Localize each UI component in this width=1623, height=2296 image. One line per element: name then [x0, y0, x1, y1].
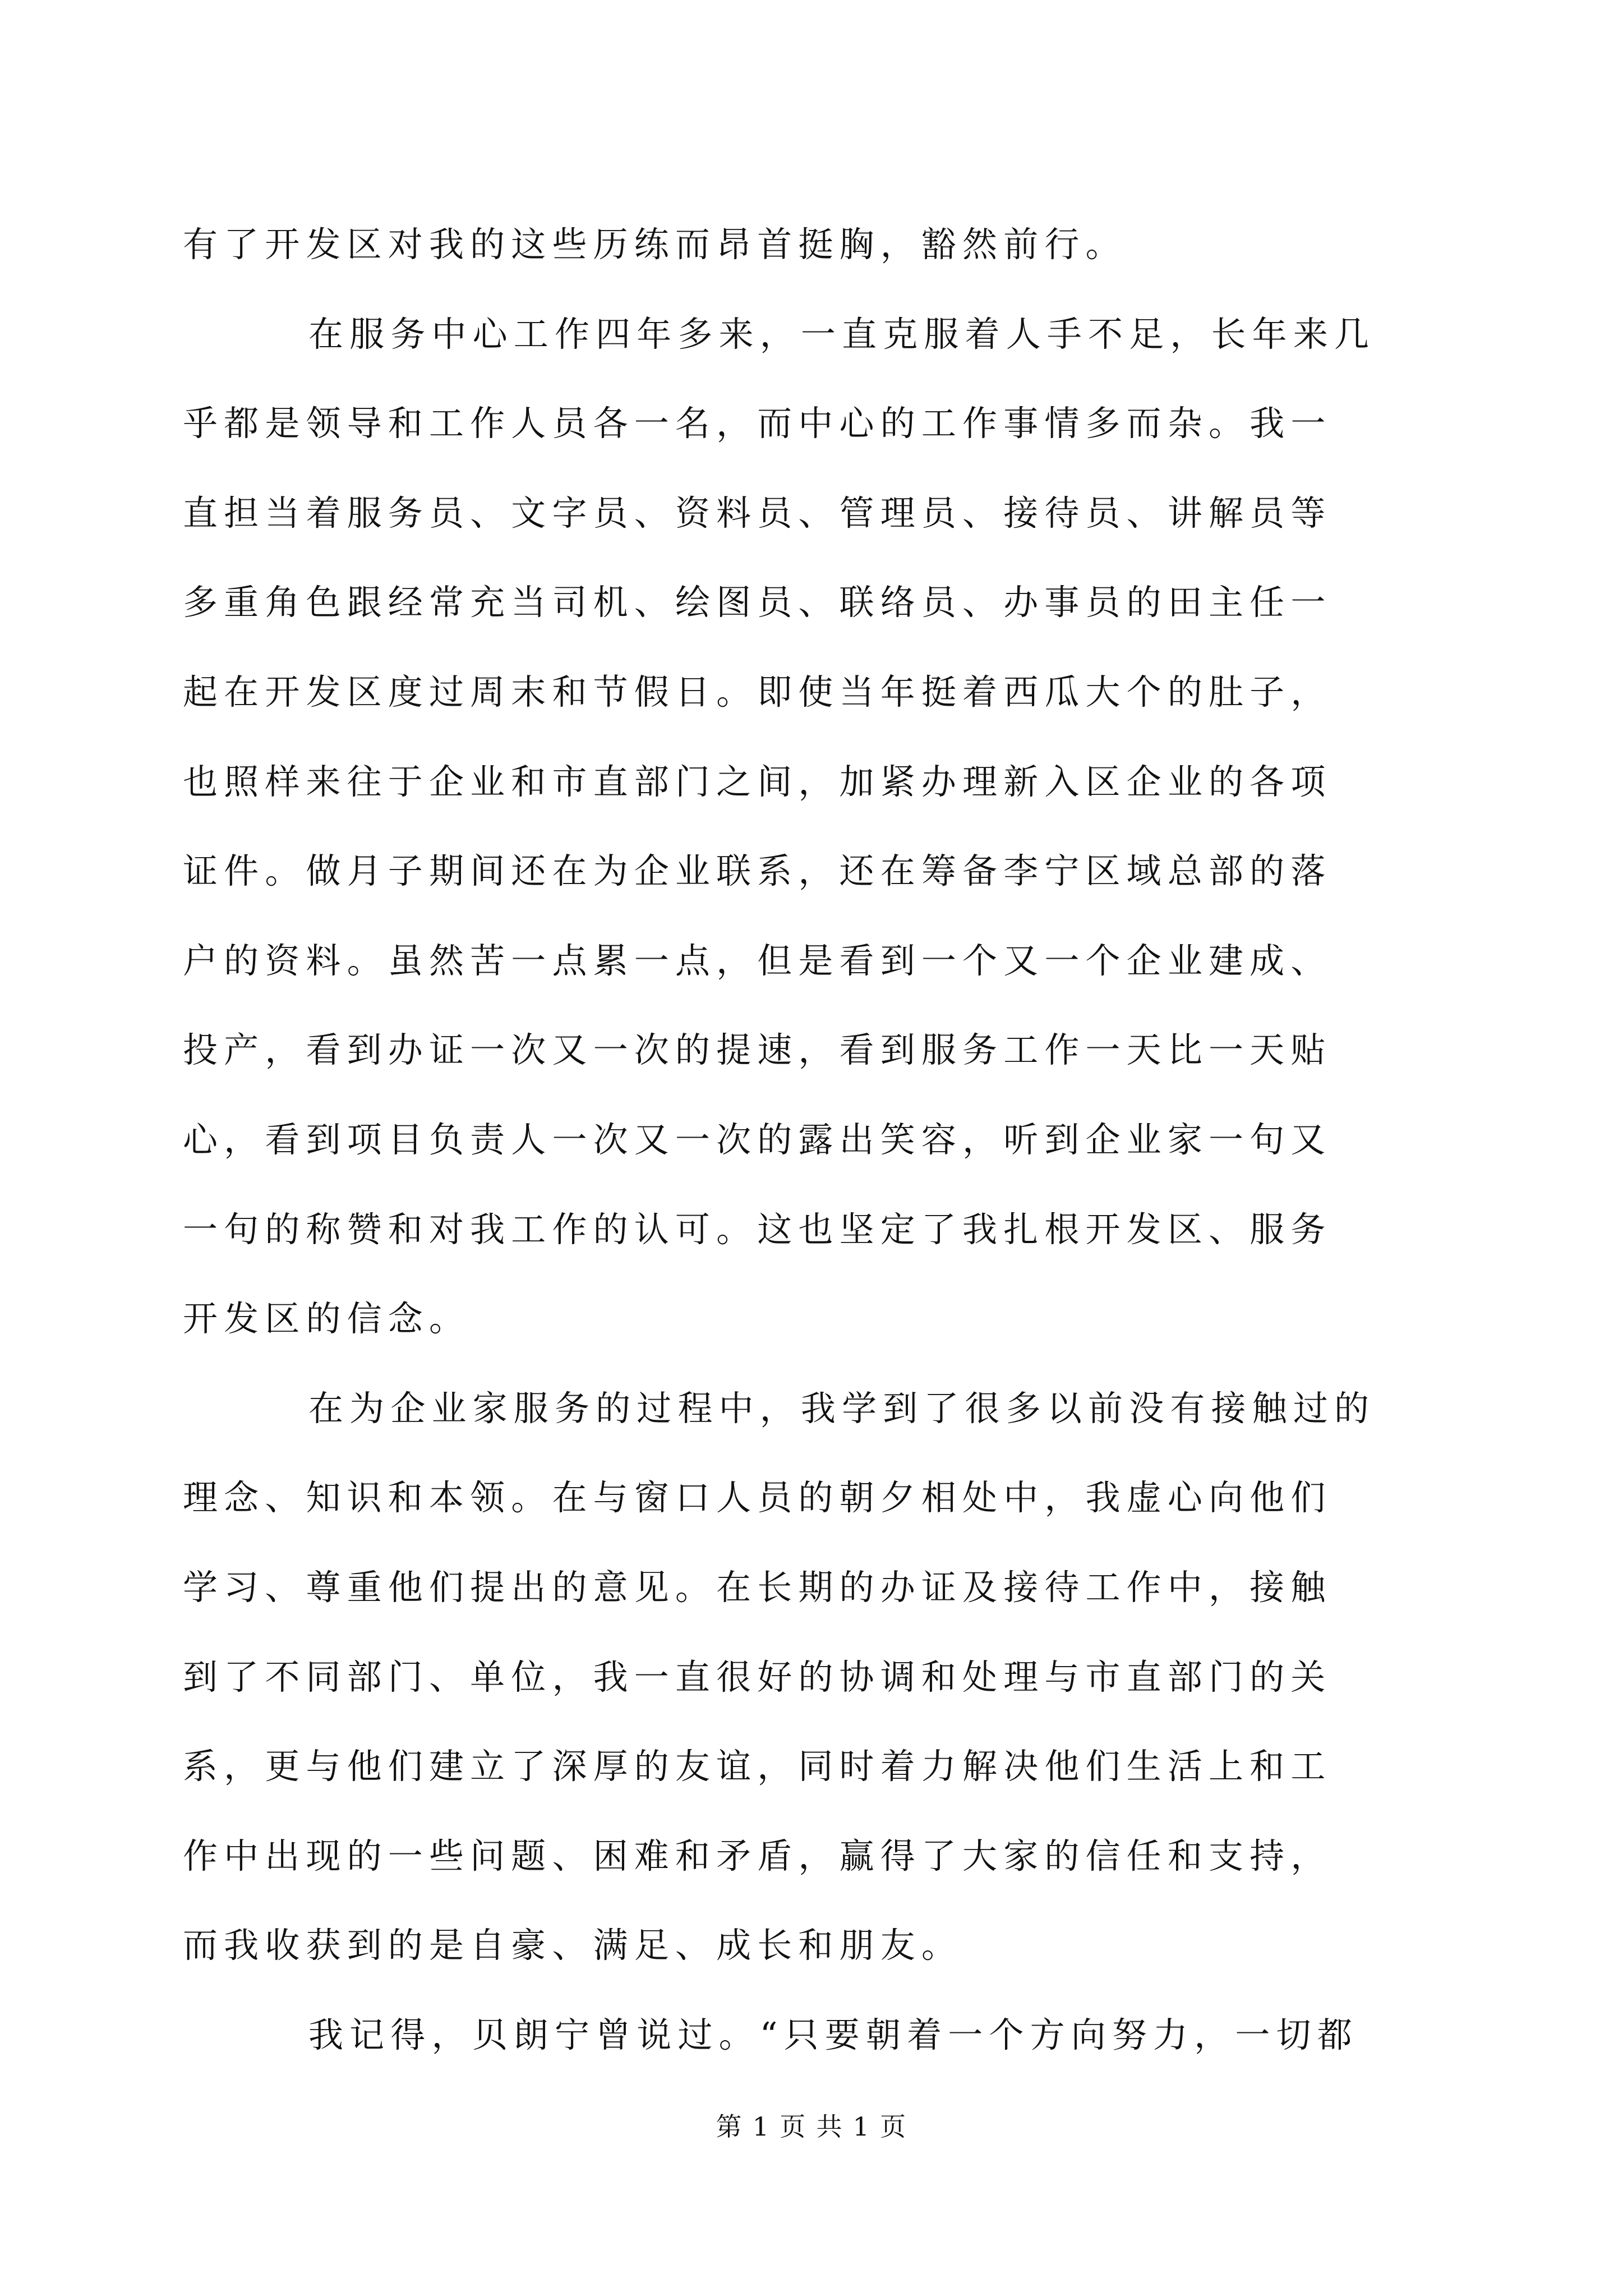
text-line: 在服务中心工作四年多来，一直克服着人手不足，长年来几: [308, 314, 1376, 355]
text-line: 到了不同部门、单位，我一直很好的协调和处理与市直部门的关: [183, 1657, 1332, 1697]
text-line: 我记得，贝朗宁曾说过。“只要朝着一个方向努力，一切都: [308, 2014, 1358, 2055]
text-line: 多重角色跟经常充当司机、绘图员、联络员、办事员的田主任一: [183, 582, 1332, 623]
text-line: 作中出现的一些问题、困难和矛盾，赢得了大家的信任和支持，: [183, 1835, 1332, 1876]
text-line: 一句的称赞和对我工作的认可。这也坚定了我扎根开发区、服务: [183, 1209, 1332, 1250]
text-line: 系，更与他们建立了深厚的友谊，同时着力解决他们生活上和工: [183, 1746, 1332, 1787]
text-line: 学习、尊重他们提出的意见。在长期的办证及接待工作中，接触: [183, 1567, 1332, 1608]
text-line: 证件。做月子期间还在为企业联系，还在筹备李宁区域总部的落: [183, 850, 1332, 891]
text-line: 起在开发区度过周末和节假日。即使当年挺着西瓜大个的肚子，: [183, 671, 1332, 712]
text-line: 在为企业家服务的过程中，我学到了很多以前没有接触过的: [308, 1388, 1376, 1429]
page-footer: 第 1 页 共 1 页: [716, 2111, 907, 2142]
text-line: 投产，看到办证一次又一次的提速，看到服务工作一天比一天贴: [183, 1029, 1332, 1070]
text-line: 乎都是领导和工作人员各一名，而中心的工作事情多而杂。我一: [183, 403, 1332, 444]
text-line: 理念、知识和本领。在与窗口人员的朝夕相处中，我虚心向他们: [183, 1477, 1332, 1518]
text-line: 开发区的信念。: [183, 1298, 471, 1339]
text-line: 心，看到项目负责人一次又一次的露出笑容，听到企业家一句又: [183, 1119, 1332, 1160]
text-line: 户的资料。虽然苦一点累一点，但是看到一个又一个企业建成、: [183, 940, 1332, 981]
text-line: 有了开发区对我的这些历练而昂首挺胸，豁然前行。: [183, 224, 1127, 265]
text-line: 也照样来往于企业和市直部门之间，加紧办理新入区企业的各项: [183, 761, 1332, 802]
text-line: 而我收获到的是自豪、满足、成长和朋友。: [183, 1925, 963, 1966]
text-line: 直担当着服务员、文字员、资料员、管理员、接待员、讲解员等: [183, 493, 1332, 533]
